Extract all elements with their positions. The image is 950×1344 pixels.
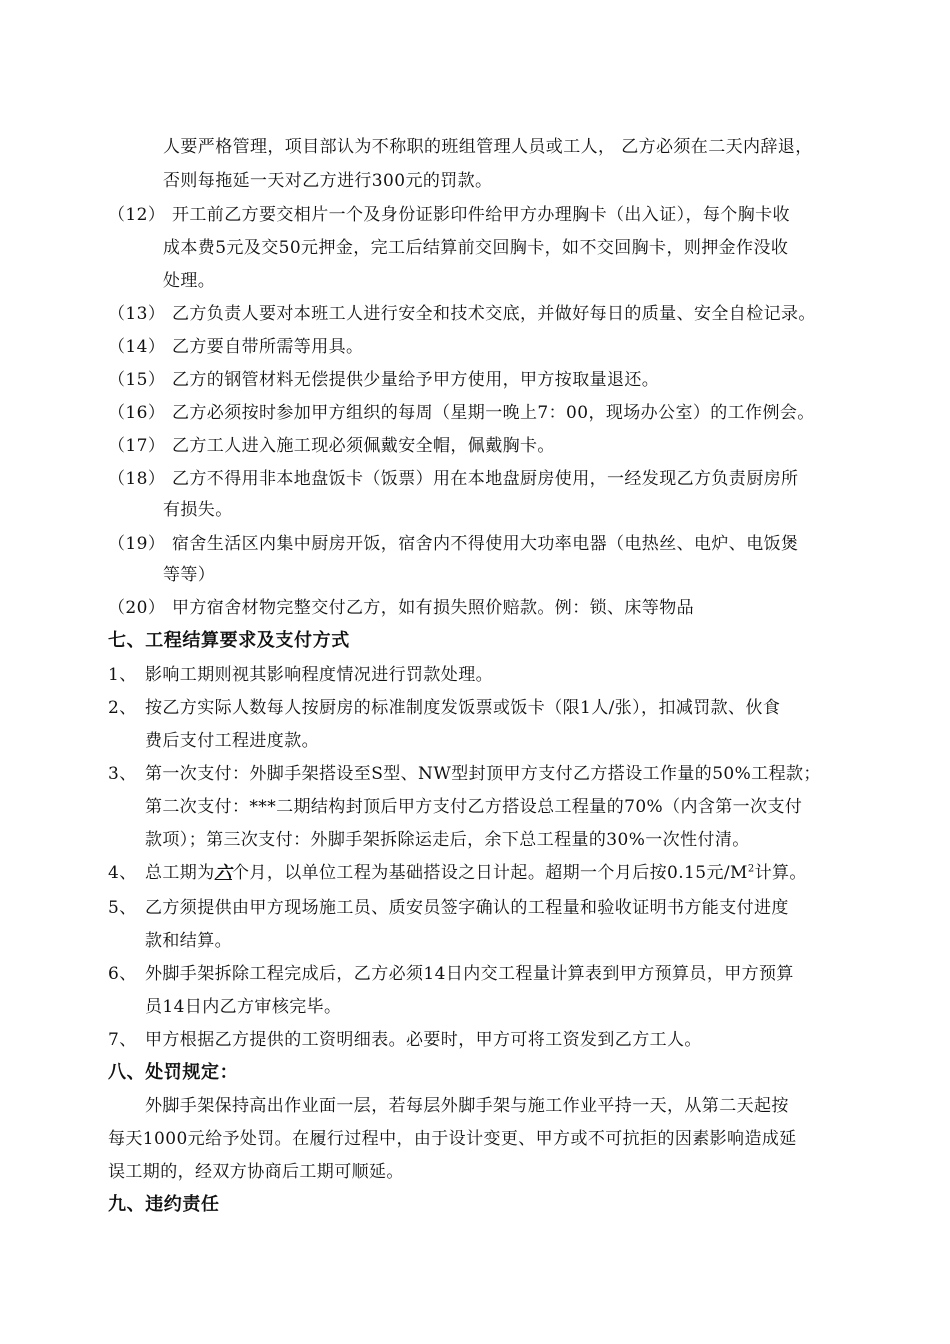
item-number: 4、 (108, 863, 137, 883)
document-page: 人要严格管理，项目部认为不称职的班组管理人员或工人， 乙方必须在二天内辞退， 否则每拖延一天对乙方进行300元的罚款。 （12） 开工前乙方要交相片一个及身份证影印件给甲方办理胸卡（出入证），每个胸卡收 成本费5元及交50元押金，完工后结算前交回胸卡，如不交回胸卡，则押金作没收 处理。 （13） 乙方负责人要对本班工人进行安全和技术交底，并做好每日的质量、安全自检记录。 （14） 乙方要自带所需等用具。 （15） 乙方的钢管材料无偿提供少量给予甲方使用，甲方按取量退还。 （16） 乙方必须按时参加甲方组织的每周（星期一晚上7：00，现场办公室）的工作例会。 （17） 乙方工人进入施工现必须佩戴安全帽，佩戴胸卡。 （18） 乙方不得用非本地盘饭卡（饭票）用在本地盘厨房使用，一经发现乙方负责厨房所 有损失。 （19） 宿舍生活区内集中厨房开饭，宿舍内不得使用大功率电器（电热丝、电炉、电饭煲 等等） （20） 甲方宿舍材物完整交付乙方，如有损失照价赔款。例：锁、床等物品 七、工程结算要求及支付方式 1、 影响工期则视其影响程度情况进行罚款处理。 2、 按乙方实际人数每人按厨房的标准制度发饭票或饭卡（限1人/张），扣减罚款、伙食 费后支付工程进度款。 3、 第一次支付：外脚手架搭设至S型、NW型封顶甲方支付乙方搭设工作量的50%工程款； 第二次支付：***二期结构封顶后甲方支付乙方搭设总工程量的70%（内含第一次支付 款项）；第三次支付：外脚手架拆除运走后，余下总工程量的30%一次性付清。 4、 总工期为六个月，以单位工程为基础搭设之日计起。超期一个月后按0.15元$/M^2$计算。 5、 乙方须提供由甲方现场施工员、质安员签字确认的工程量和验收证明书方能支付进度 款和结算。 6、 外脚手架拆除工程完成后，乙方必须14日内交工程量计算表到甲方预算员，甲方预算 员14日内乙方审核完毕。 7、 甲方根据乙方提供的工资明细表。必要时，甲方可将工资发到乙方工人。 八、处罚规定： 外脚手架保持高出作业面一层，若每层外脚手架与施工作业平持一天，从第二天起按 每天1000元给予处罚。在履行过程中，由于设计变更、甲方或不可抗拒的因素影响造成延 误工期的，经双方协商后工期可顺延。 九、违约责任 (108, 137, 821, 1215)
item-number: 6、 (108, 964, 137, 984)
clause-number: （19） (108, 534, 166, 554)
clause-number: （18） (108, 469, 166, 489)
clause-number: （12） (108, 205, 166, 225)
emphasized-duration: 六 (214, 863, 233, 883)
item-number: 1、 (108, 665, 137, 685)
item-number: 2、 (108, 698, 137, 718)
item-number: 7、 (108, 1030, 137, 1050)
item-number: 5、 (108, 898, 137, 918)
clause-number: （13） (108, 304, 166, 324)
clause-number: （15） (108, 370, 166, 390)
item-number: 3、 (108, 764, 137, 784)
clause-number: （16） (108, 403, 166, 423)
clause-number: （20） (108, 598, 166, 618)
clause-number: （14） (108, 337, 166, 357)
clause-number: （17） (108, 436, 166, 456)
